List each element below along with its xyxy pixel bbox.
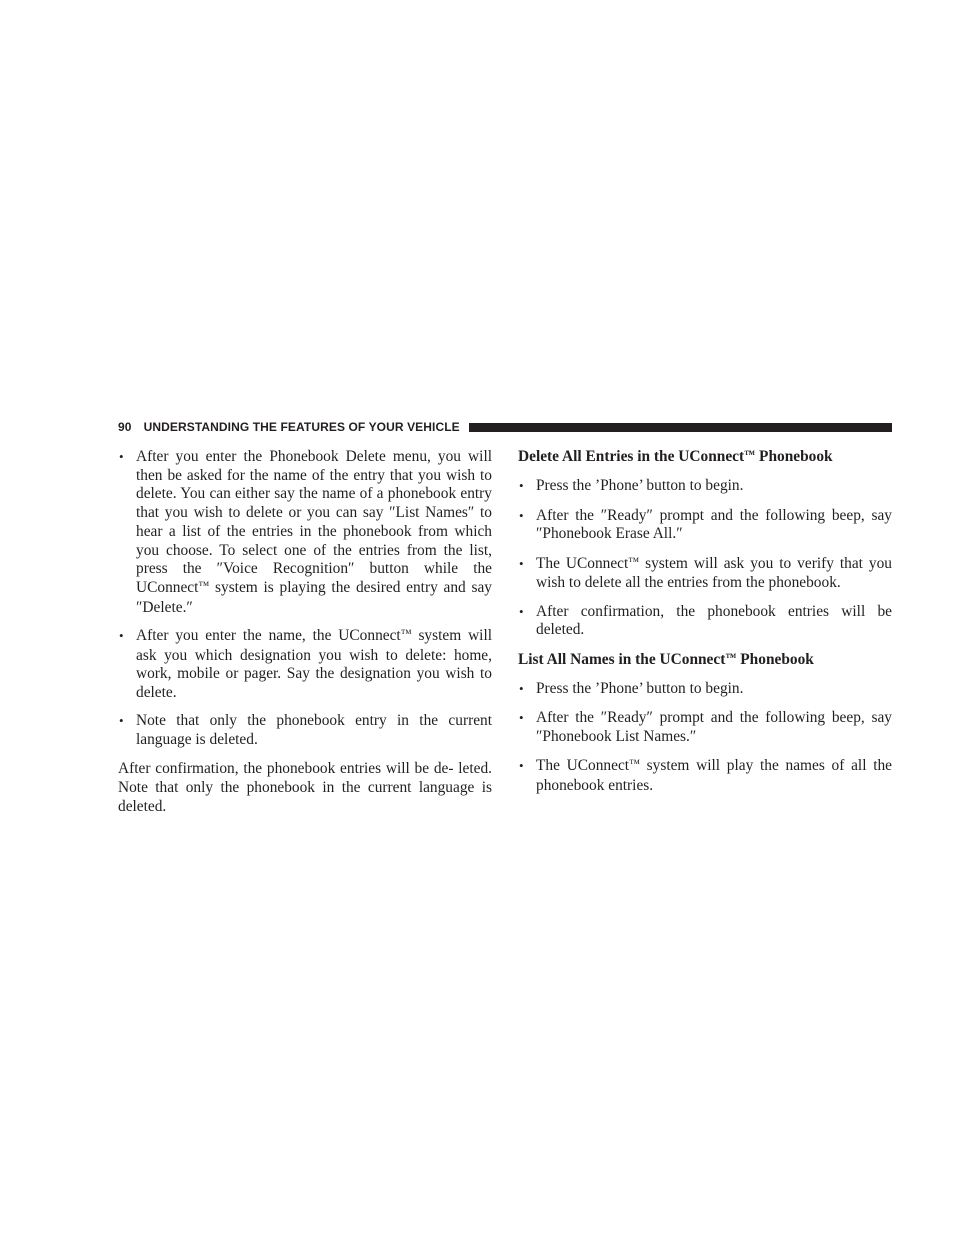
header-rule — [469, 423, 892, 432]
bullet-list — [118, 448, 492, 751]
bullet-icon: • — [519, 478, 524, 494]
list-item: • After confirmation, the phonebook entries will be deleted. — [519, 602, 892, 639]
left-column — [118, 448, 492, 816]
section-title: UNDERSTANDING THE FEATURES OF YOUR VEHICLE — [143, 420, 460, 434]
body-paragraph: After confirmation, the phonebook entries will be de- leted. Note that only the phonebook in the current language is deleted. — [118, 760, 492, 815]
list-item: • After you enter the Phonebook Delete menu, you will then be asked for the name of the entry that you wish to delete. You can either say the name of a phonebook entry that you wish to delete or you can say ″List Names″ to hear a list of the entries in the phonebook from which you choose. To select one of the entries from the list, press the ″Voice Recognition″ button while the UConnect™ system is playing the desired entry and say ″Delete.″ — [119, 448, 492, 616]
bullet-icon: • — [519, 680, 524, 696]
bullet-icon: • — [519, 710, 524, 725]
bullet-icon: • — [519, 555, 524, 571]
subheading-delete-all: Delete All Entries in the UConnect™ Phonebook — [518, 448, 833, 465]
list-item: • Note that only the phonebook entry in the current language is deleted. — [119, 712, 492, 749]
page-header — [118, 419, 892, 435]
bullet-icon: • — [519, 758, 524, 773]
bullet-icon: • — [119, 449, 124, 464]
bullet-icon: • — [119, 627, 124, 643]
bullet-list — [518, 680, 892, 796]
list-item: • After the ″Ready″ prompt and the following beep, say ″Phonebook Erase All.″ — [519, 506, 892, 543]
list-item: • The UConnect™ system will play the names of all the phonebook entries. — [519, 757, 892, 794]
list-item: • After the ″Ready″ prompt and the following beep, say ″Phonebook List Names.″ — [519, 709, 892, 745]
list-item: • After you enter the name, the UConnect™ system will ask you which designation you wish to delete: home, work, mobile or pager. Say the designation you wish to delete. — [119, 626, 493, 702]
bullet-icon: • — [119, 713, 124, 729]
list-item: • The UConnect™ system will ask you to verify that you wish to delete all the entries from the phonebook. — [519, 554, 892, 592]
right-column — [518, 448, 892, 805]
page-number: 90 — [118, 420, 132, 434]
bullet-list — [518, 477, 892, 641]
bullet-icon: • — [519, 603, 524, 619]
bullet-icon: • — [519, 507, 524, 523]
list-item: • Press the ’Phone’ button to begin. — [519, 679, 744, 697]
list-item: • Press the ’Phone’ button to begin. — [519, 477, 744, 495]
subheading-list-all: List All Names in the UConnect™ Phonebook — [518, 650, 814, 668]
